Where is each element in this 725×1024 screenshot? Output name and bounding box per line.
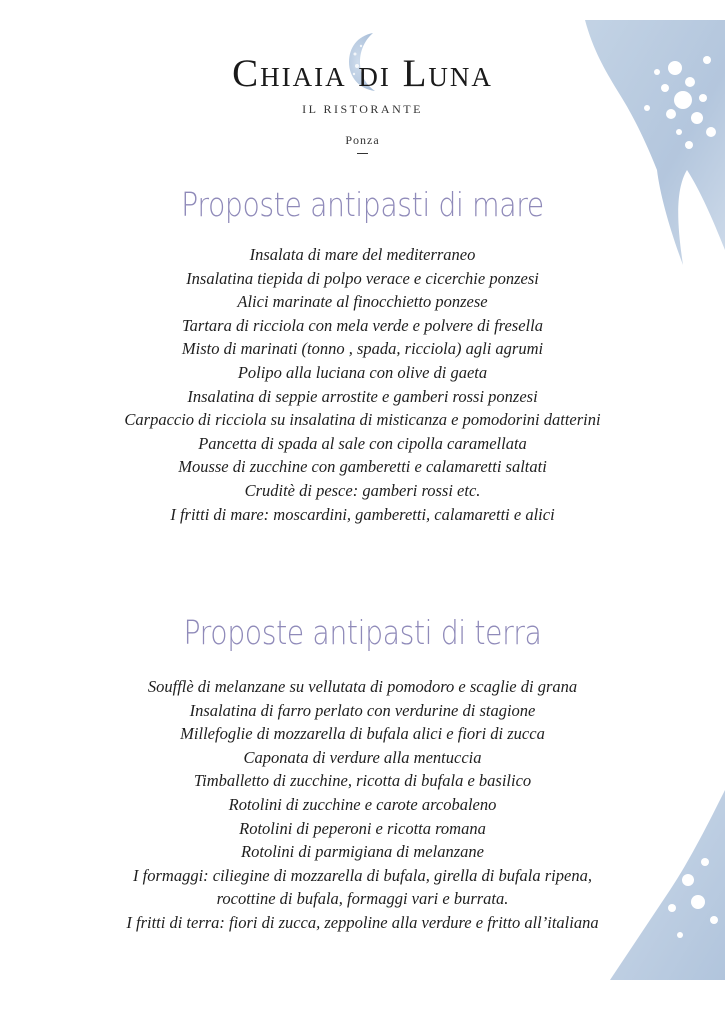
menu-item: Rotolini di peperoni e ricotta romana — [239, 818, 486, 838]
menu-item: Rotolini di zucchine e carote arcobaleno — [228, 794, 497, 814]
menu-item: Soufflè di melanzane su vellutata di pomodoro e scaglie di grana — [147, 677, 578, 696]
menu-list-terra — [0, 675, 725, 935]
section-title-terra: Proposte antipasti di terra — [183, 613, 542, 652]
menu-item: Insalatina di farro perlato con verdurine di stagione — [189, 700, 536, 720]
menu-list-mare — [0, 243, 725, 526]
menu-item: rocottine di bufala, formaggi vari e burrata. — [216, 889, 509, 909]
section-title-mare: Proposte antipasti di mare — [181, 185, 544, 224]
restaurant-location: Ponza — [345, 133, 380, 147]
menu-item: Millefoglie di mozzarella di bufala alici e fiori di zucca — [180, 724, 545, 744]
menu-item: Polipo alla luciana con olive di gaeta — [237, 362, 488, 382]
restaurant-subtitle: IL RISTORANTE — [302, 102, 423, 116]
menu-item: Mousse di zucchine con gamberetti e calamaretti saltati — [178, 457, 547, 477]
menu-item: Caponata di verdure alla mentuccia — [243, 747, 482, 767]
menu-item: Pancetta di spada al sale con cipolla caramellata — [198, 433, 527, 453]
menu-item: Alici marinate al finocchietto ponzese — [237, 292, 488, 312]
menu-item: Insalatina di seppie arrostite e gamberi rossi ponzesi — [187, 386, 538, 406]
menu-item: Insalata di mare del mediterraneo — [249, 245, 476, 264]
menu-item: Tartara di ricciola con mela verde e polvere di fresella — [182, 315, 543, 335]
menu-item: I fritti di terra: fiori di zucca, zeppoline alla verdure e fritto all’italiana — [126, 912, 599, 932]
restaurant-name: Chiaia di Luna — [232, 52, 493, 95]
menu-item: Cruditè di pesce: gamberi rossi etc. — [244, 480, 481, 500]
menu-item: Insalatina tiepida di polpo verace e cicerchie ponzesi — [186, 268, 539, 288]
menu-item: I formaggi: ciliegine di mozzarella di bufala, girella di bufala ripena, — [133, 865, 592, 885]
menu-item: Misto di marinati (tonno , spada, ricciola) agli agrumi — [181, 339, 544, 359]
menu-item: I fritti di mare: moscardini, gamberetti, calamaretti e alici — [170, 504, 555, 524]
menu-item: Rotolini di parmigiana di melanzane — [241, 842, 484, 862]
menu-item: Timballetto di zucchine, ricotta di bufala e basilico — [193, 771, 532, 791]
menu-item: Carpaccio di ricciola su insalatina di misticanza e pomodorini datterini — [124, 410, 601, 430]
location-divider — [357, 153, 368, 154]
